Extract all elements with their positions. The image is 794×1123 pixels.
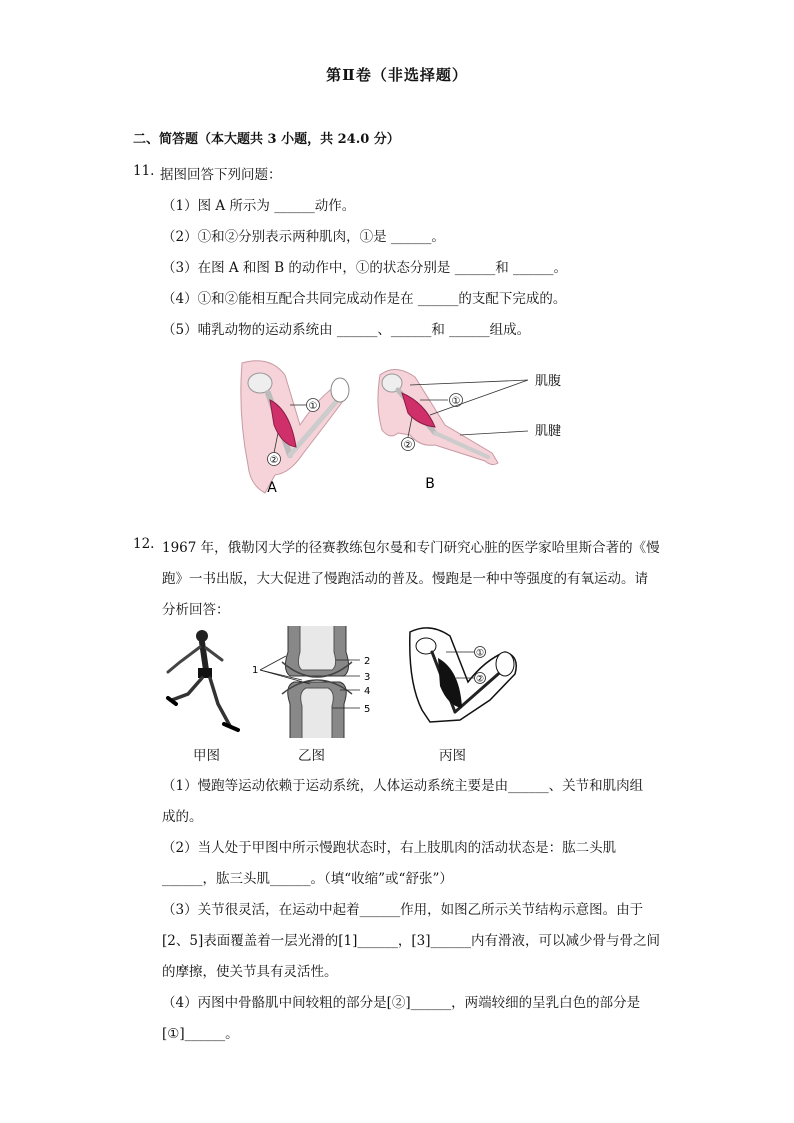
q12-figures [160,622,520,740]
section-heading: 二、简答题（本大题共 3 小题，共 24.0 分） [133,132,400,147]
q11-item-4: （4）①和②能相互配合共同完成动作是在 ______的支配下完成的。 [162,291,567,307]
joint-label-3: 3 [364,672,371,683]
q12-line-7: 的摩擦，使关节具有灵活性。 [162,964,338,980]
q12-marker-2: ② [475,674,485,685]
q12-stem-line-2: 跑》一书出版，大大促进了慢跑活动的普及。慢跑是一种中等强度的有氧运动。请 [162,571,648,587]
q11-marker-2-b: ② [403,440,413,451]
q12-stem-line-3: 分析回答： [162,602,230,618]
q12-line-3: （2）当人处于甲图中所示慢跑状态时，右上肢肌肉的活动状态是：肱二头肌 [162,840,617,856]
joint-label-4: 4 [364,686,371,697]
label-tendon: 肌腱 [535,424,562,439]
q11-arm-figure [230,355,590,500]
joint-label-1: 1 [252,665,259,676]
joint-label-2: 2 [364,656,371,667]
caption-jia: 甲图 [193,748,220,764]
q12-line-1: （1）慢跑等运动依赖于运动系统，人体运动系统主要是由______、关节和肌肉组 [162,778,644,794]
q12-line-9: [①]______。 [162,1026,239,1042]
joint-label-5: 5 [364,704,371,715]
q11-stem: 据图回答下列问题： [160,167,282,183]
q11-marker-1-a: ① [308,401,318,412]
q11-number: 11. [133,163,155,179]
q11-marker-2-a: ② [269,455,279,466]
q11-marker-1-b: ① [451,396,461,407]
joint-illustration [282,626,352,738]
q11-item-5: （5）哺乳动物的运动系统由 ______、______和 ______组成。 [162,322,531,338]
page-title: 第Ⅱ卷（非选择题） [326,66,468,84]
runner-illustration [168,630,238,730]
q11-item-3: （3）在图 A 和图 B 的动作中，①的状态分别是 ______和 ______。 [162,260,568,276]
q11-label-a: A [267,480,277,496]
q12-number: 12. [133,536,155,552]
q11-label-b: B [425,476,435,492]
q11-item-1: （1）图 A 所示为 ______动作。 [162,198,356,214]
q12-line-2: 成的。 [162,809,203,825]
q12-line-6: [2、5]表面覆盖着一层光滑的[1]______，[3]______内有滑液，可以减少骨与骨之间 [162,933,660,949]
caption-bing: 丙图 [439,748,466,764]
q11-item-2: （2）①和②分别表示两种肌肉，①是 ______。 [162,229,445,245]
q12-line-8: （4）丙图中骨骼肌中间较粗的部分是[②]______，两端较细的呈乳白色的部分是 [162,995,641,1011]
q12-stem-line-1: 1967 年，俄勒冈大学的径赛教练包尔曼和专门研究心脏的医学家哈里斯合著的《慢 [162,540,660,556]
arm-a-illustration [241,361,349,493]
caption-yi: 乙图 [298,748,325,764]
arm-c-illustration [410,628,517,722]
q12-line-5: （3）关节很灵活，在运动中起着______作用，如图乙所示关节结构示意图。由于 [162,902,644,918]
q12-marker-1: ① [475,648,485,659]
label-muscle-belly: 肌腹 [535,374,562,389]
q12-line-4: ______，肱三头肌______。（填“收缩”或“舒张”） [162,871,453,887]
